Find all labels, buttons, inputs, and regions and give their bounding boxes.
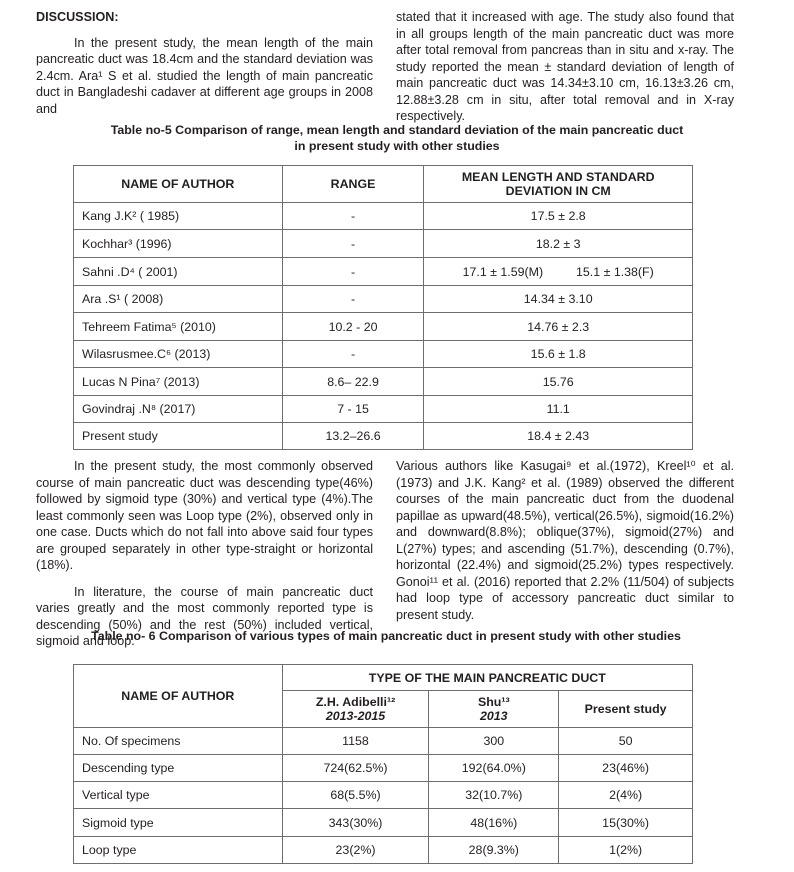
table-row: Sigmoid type 343(30%) 48(16%) 15(30%) [74,809,693,837]
table-row: Govindraj .N⁸ (2017) 7 - 15 11.1 [74,396,693,423]
table-row: Loop type 23(2%) 28(9.3%) 1(2%) [74,837,693,864]
table-row: Descending type 724(62.5%) 192(64.0%) 23(46%) [74,755,693,782]
table5-header-mean: MEAN LENGTH AND STANDARD DEVIATION IN CM [424,166,693,203]
table-row: Kang J.K² ( 1985) - 17.5 ± 2.8 [74,203,693,230]
table-row: Vertical type 68(5.5%) 32(10.7%) 2(4%) [74,782,693,809]
discussion-paragraph-2: stated that it increased with age. The study also found that in all groups length of the main pancreatic duct was more after total removal from pancreas than in situ and x-ray. The study reported the mean ± standard deviation of length of main pancreatic duct was 14.34±3.10 cm, 16.13±3.26 cm, 12.88±3.28 cm in situ, after total removal and in X-ray respectively. [396,10,734,123]
table6-header-adibelli: Z.H. Adibelli¹² 2013-2015 [282,691,429,728]
table-row: Kochhar³ (1996) - 18.2 ± 3 [74,230,693,258]
results-right-column [396,458,734,623]
results-paragraph-1: In the present study, the most commonly observed course of main pancreatic duct was descending type(46%) followed by sigmoid type (30%) and vertical type (4%).The least commonly seen was Loop type (2%), observed only in one case. Ducts which do not fall into above said four types are grouped separately in other type-straight or horizontal (18%). [36,459,373,572]
table6-header-group: TYPE OF THE MAIN PANCREATIC DUCT [282,665,692,691]
table5-header-author: NAME OF AUTHOR [74,166,283,203]
results-left-column [36,458,373,650]
table5-header-range: RANGE [282,166,424,203]
table6-header-shu: Shu¹³ 2013 [429,691,559,728]
table-row: No. Of specimens 1158 300 50 [74,728,693,755]
table-row: Wilasrusmee.C⁶ (2013) - 15.6 ± 1.8 [74,341,693,368]
table-row: Sahni .D⁴ ( 2001) - 17.1 ± 1.59(M) 15.1 ± 1.38(F) [74,258,693,286]
table6-caption: Table no- 6 Comparison of various types of main pancreatic duct in present study with other studies [91,629,681,643]
results-paragraph-2: In literature, the course of main pancreatic duct varies greatly and the most commonly reported type is descending (50%) and the rest (50%) included vertical, sigmoid and loop. [36,584,373,648]
table5-caption: Table no-5 Comparison of range, mean length and standard deviation of the main pancreatic duct in present study with other studies [110,123,684,153]
table6-header-present: Present study [559,691,693,728]
discussion-paragraph-1: In the present study, the mean length of the main pancreatic duct was 18.4cm and the standard deviation was 2.4cm. Ara¹ S et al. studied the length of main pancreatic duct in Bangladeshi cadaver at different age groups in 2008 and [36,35,373,116]
discussion-right-column [396,9,734,125]
table5 [73,165,693,450]
table-row: Ara .S¹ ( 2008) - 14.34 ± 3.10 [74,286,693,313]
table-row: Present study 13.2–26.6 18.4 ± 2.43 [74,423,693,450]
table-row: Tehreem Fatima⁵ (2010) 10.2 - 20 14.76 ± 2.3 [74,313,693,341]
discussion-left-column [36,9,373,117]
table6 [73,664,693,864]
results-paragraph-3: Various authors like Kasugai⁹ et al.(1972), Kreel¹⁰ et al.(1973) and J.K. Kang² et al. (1989) observed the different courses of the main pancreatic duct from the duodenal papillae as upward(48.5%), vertical(26.5%), sigmoid(16.2%) and downward(8.8%); oblique(37%), sigmoid(27%) and L(27%) types; and ascending (51.7%), descending (0.7%), horizontal (22.4%) and sigmoid(25.2%) types respectively. Gonoi¹¹ et al. (2016) reported that 2.2% (11/504) of subjects had loop type of accessory pancreatic duct similar to present study. [396,459,734,622]
table6-header-author: NAME OF AUTHOR [74,665,283,728]
discussion-heading: DISCUSSION: [36,10,119,24]
table-row: Lucas N Pina⁷ (2013) 8.6– 22.9 15.76 [74,368,693,396]
